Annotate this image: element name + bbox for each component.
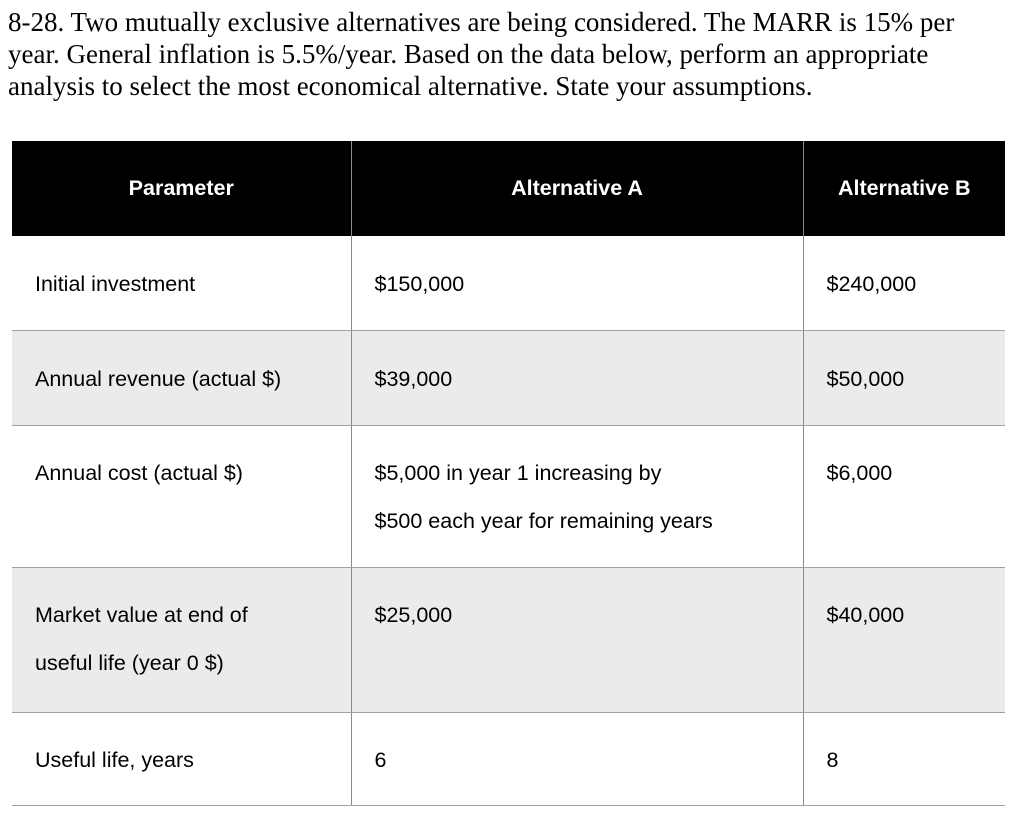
cell-text: 6 bbox=[374, 747, 387, 772]
cell-text: $150,000 bbox=[374, 272, 465, 296]
alt-a-cell bbox=[351, 712, 803, 805]
cell-text: $25,000 bbox=[374, 602, 453, 627]
parameter-cell bbox=[12, 330, 351, 425]
alt-a-cell bbox=[351, 567, 803, 712]
parameter-cell bbox=[12, 236, 351, 330]
alt-b-cell bbox=[803, 330, 1005, 425]
cell-text: $6,000 bbox=[826, 460, 893, 485]
alternatives-table bbox=[12, 141, 1005, 806]
problem-line: year. General inflation is 5.5%/year. Based on the data below, perform an appropriate bbox=[8, 39, 929, 69]
cell-text: $240,000 bbox=[826, 272, 917, 296]
cell-text: $40,000 bbox=[826, 602, 905, 627]
cell-text: $5,000 in year 1 increasing by bbox=[374, 460, 662, 485]
table-row-annual-revenue bbox=[12, 330, 1005, 425]
cell-text: Initial investment bbox=[35, 272, 196, 296]
cell-text: $500 each year for remaining years bbox=[374, 508, 713, 533]
header-alternative-b: Alternative B bbox=[803, 141, 1005, 236]
alt-b-cell bbox=[803, 567, 1005, 712]
alt-b-cell bbox=[803, 712, 1005, 805]
parameter-cell bbox=[12, 567, 351, 712]
cell-text: Annual revenue (actual $) bbox=[35, 366, 282, 391]
alt-b-cell bbox=[803, 425, 1005, 567]
cell-text: Useful life, years bbox=[35, 747, 194, 772]
alt-a-cell bbox=[351, 236, 803, 330]
alt-b-cell bbox=[803, 236, 1005, 330]
table-row-market-value bbox=[12, 567, 1005, 712]
cell-text: $39,000 bbox=[374, 366, 453, 391]
parameter-cell bbox=[12, 712, 351, 805]
cell-text: useful life (year 0 $) bbox=[35, 650, 224, 675]
cell-text: Annual cost (actual $) bbox=[35, 460, 243, 485]
table-row-annual-cost bbox=[12, 425, 1005, 567]
table-row-initial-investment bbox=[12, 236, 1005, 330]
table-row-useful-life bbox=[12, 712, 1005, 805]
cell-text: 8 bbox=[826, 747, 839, 772]
header-parameter: Parameter bbox=[12, 141, 351, 236]
alt-a-cell bbox=[351, 425, 803, 567]
problem-statement bbox=[8, 6, 1013, 102]
alt-a-cell bbox=[351, 330, 803, 425]
problem-line: analysis to select the most economical alternative. State your assumptions. bbox=[8, 71, 813, 101]
cell-text: $50,000 bbox=[826, 366, 905, 391]
cell-text: Market value at end of bbox=[35, 602, 248, 627]
table-header-row bbox=[12, 141, 1005, 236]
parameter-cell bbox=[12, 425, 351, 567]
problem-line: 8-28. Two mutually exclusive alternatives are being considered. The MARR is 15% per bbox=[8, 7, 955, 37]
header-alternative-a: Alternative A bbox=[351, 141, 803, 236]
